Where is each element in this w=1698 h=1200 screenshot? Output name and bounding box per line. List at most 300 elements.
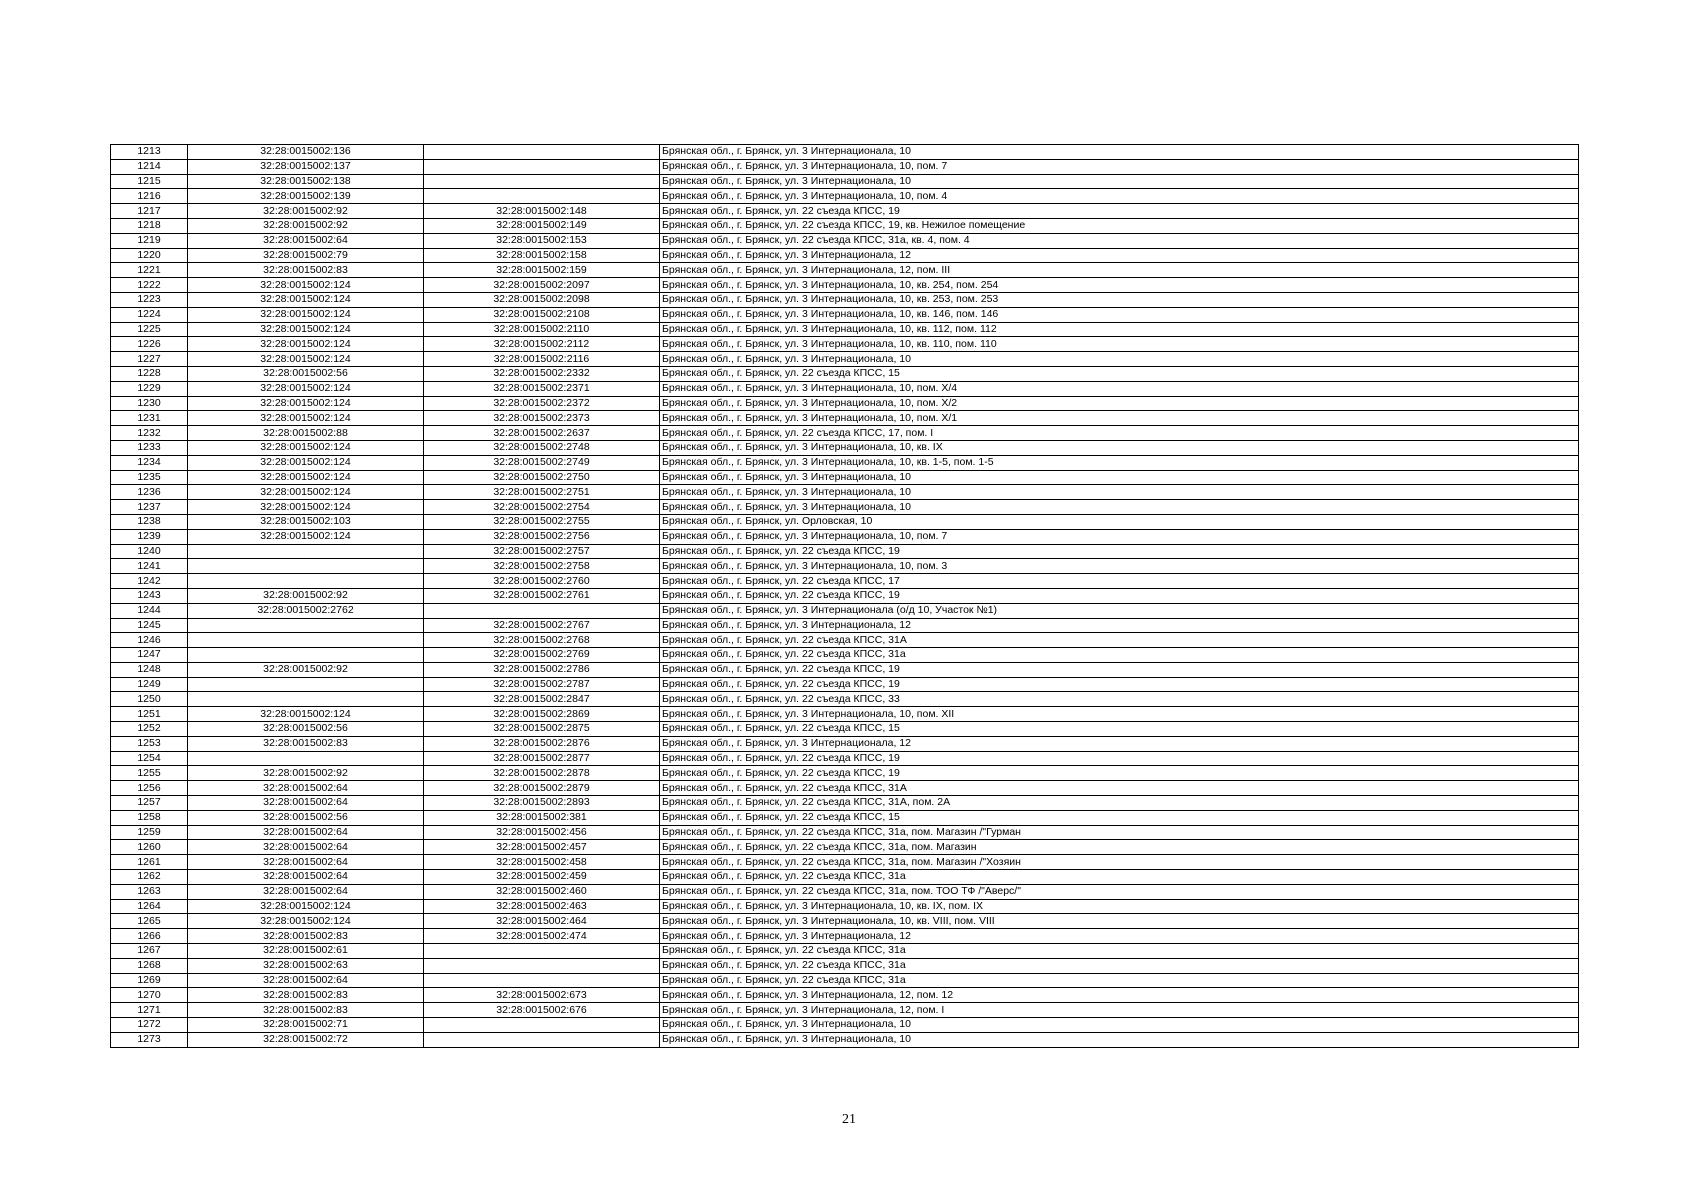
cadastral-number-cell: [424, 1018, 660, 1033]
table-row: [111, 618, 1579, 633]
parent-cadastral-number-cell: 32:28:0015002:124: [188, 899, 424, 914]
address-cell: Брянская обл., г. Брянск, ул. 3 Интернационала, 12: [660, 618, 1579, 633]
table-row: [111, 248, 1579, 263]
parent-cadastral-number-cell: 32:28:0015002:124: [188, 337, 424, 352]
table-row: [111, 662, 1579, 677]
cadastral-number-cell: [424, 973, 660, 988]
parent-cadastral-number-cell: [188, 618, 424, 633]
table-row: [111, 884, 1579, 899]
row-number-cell: 1220: [111, 248, 188, 263]
row-number-cell: 1264: [111, 899, 188, 914]
cadastral-number-cell: [424, 159, 660, 174]
address-cell: Брянская обл., г. Брянск, ул. 3 Интернационала, 10, пом. 3: [660, 559, 1579, 574]
cadastral-number-cell: 32:28:0015002:2116: [424, 352, 660, 367]
table-row: [111, 470, 1579, 485]
row-number-cell: 1219: [111, 233, 188, 248]
table-row: [111, 958, 1579, 973]
row-number-cell: 1237: [111, 500, 188, 515]
row-number-cell: 1246: [111, 633, 188, 648]
parent-cadastral-number-cell: 32:28:0015002:92: [188, 204, 424, 219]
table-row: [111, 263, 1579, 278]
row-number-cell: 1254: [111, 751, 188, 766]
address-cell: Брянская обл., г. Брянск, ул. 3 Интернационала, 10, кв. VIII, пом. VIII: [660, 914, 1579, 929]
parent-cadastral-number-cell: 32:28:0015002:124: [188, 322, 424, 337]
table-row: [111, 796, 1579, 811]
parent-cadastral-number-cell: 32:28:0015002:92: [188, 218, 424, 233]
address-cell: Брянская обл., г. Брянск, ул. 22 съезда КПСС, 19, кв. Нежилое помещение: [660, 218, 1579, 233]
parent-cadastral-number-cell: 32:28:0015002:64: [188, 973, 424, 988]
table-row: [111, 944, 1579, 959]
cadastral-number-cell: 32:28:0015002:2767: [424, 618, 660, 633]
address-cell: Брянская обл., г. Брянск, ул. 22 съезда КПСС, 33: [660, 692, 1579, 707]
table-row: [111, 588, 1579, 603]
table-row: [111, 440, 1579, 455]
address-cell: Брянская обл., г. Брянск, ул. 22 съезда КПСС, 17, пом. I: [660, 426, 1579, 441]
address-cell: Брянская обл., г. Брянск, ул. 22 съезда КПСС, 19: [660, 204, 1579, 219]
cadastral-number-cell: 32:28:0015002:2637: [424, 426, 660, 441]
cadastral-number-cell: 32:28:0015002:2748: [424, 440, 660, 455]
table-row: [111, 707, 1579, 722]
cadastral-number-cell: 32:28:0015002:673: [424, 988, 660, 1003]
cadastral-number-cell: 32:28:0015002:2098: [424, 292, 660, 307]
row-number-cell: 1239: [111, 529, 188, 544]
table-row: [111, 751, 1579, 766]
parent-cadastral-number-cell: 32:28:0015002:124: [188, 529, 424, 544]
table-row: [111, 899, 1579, 914]
address-cell: Брянская обл., г. Брянск, ул. 3 Интернационала, 10: [660, 174, 1579, 189]
address-cell: Брянская обл., г. Брянск, ул. 3 Интернационала, 10, кв. 1-5, пом. 1-5: [660, 455, 1579, 470]
row-number-cell: 1243: [111, 588, 188, 603]
cadastral-number-cell: [424, 603, 660, 618]
table-row: [111, 766, 1579, 781]
table-row: [111, 500, 1579, 515]
table-row: [111, 781, 1579, 796]
address-cell: Брянская обл., г. Брянск, ул. 22 съезда КПСС, 31а: [660, 973, 1579, 988]
row-number-cell: 1259: [111, 825, 188, 840]
table-row: [111, 189, 1579, 204]
parent-cadastral-number-cell: [188, 692, 424, 707]
parent-cadastral-number-cell: 32:28:0015002:56: [188, 366, 424, 381]
row-number-cell: 1218: [111, 218, 188, 233]
cadastral-number-cell: 32:28:0015002:460: [424, 884, 660, 899]
cadastral-number-cell: 32:28:0015002:2879: [424, 781, 660, 796]
address-cell: Брянская обл., г. Брянск, ул. 3 Интернационала, 10, кв. 110, пом. 110: [660, 337, 1579, 352]
row-number-cell: 1248: [111, 662, 188, 677]
cadastral-number-cell: 32:28:0015002:2786: [424, 662, 660, 677]
table-row: [111, 722, 1579, 737]
parent-cadastral-number-cell: [188, 648, 424, 663]
row-number-cell: 1225: [111, 322, 188, 337]
cadastral-number-cell: 32:28:0015002:2097: [424, 278, 660, 293]
cadastral-number-cell: 32:28:0015002:2768: [424, 633, 660, 648]
address-cell: Брянская обл., г. Брянск, ул. 22 съезда КПСС, 31а: [660, 944, 1579, 959]
cadastral-number-cell: 32:28:0015002:2761: [424, 588, 660, 603]
row-number-cell: 1244: [111, 603, 188, 618]
parent-cadastral-number-cell: 32:28:0015002:64: [188, 796, 424, 811]
address-cell: Брянская обл., г. Брянск, ул. 3 Интернационала, 10, кв. 112, пом. 112: [660, 322, 1579, 337]
parent-cadastral-number-cell: 32:28:0015002:79: [188, 248, 424, 263]
parent-cadastral-number-cell: 32:28:0015002:124: [188, 470, 424, 485]
row-number-cell: 1268: [111, 958, 188, 973]
cadastral-number-cell: 32:28:0015002:2875: [424, 722, 660, 737]
table-row: [111, 603, 1579, 618]
row-number-cell: 1226: [111, 337, 188, 352]
parent-cadastral-number-cell: 32:28:0015002:64: [188, 825, 424, 840]
cadastral-number-cell: 32:28:0015002:2760: [424, 574, 660, 589]
row-number-cell: 1224: [111, 307, 188, 322]
cadastral-number-cell: [424, 174, 660, 189]
address-cell: Брянская обл., г. Брянск, ул. 22 съезда КПСС, 31а, пом. ТОО ТФ /"Аверс/": [660, 884, 1579, 899]
cadastral-number-cell: 32:28:0015002:2787: [424, 677, 660, 692]
cadastral-number-cell: 32:28:0015002:158: [424, 248, 660, 263]
table-row: [111, 988, 1579, 1003]
parent-cadastral-number-cell: [188, 751, 424, 766]
table-row: [111, 292, 1579, 307]
address-cell: Брянская обл., г. Брянск, ул. 3 Интернационала, 12, пом. III: [660, 263, 1579, 278]
address-cell: Брянская обл., г. Брянск, ул. 22 съезда КПСС, 19: [660, 588, 1579, 603]
row-number-cell: 1262: [111, 870, 188, 885]
cadastral-number-cell: 32:28:0015002:464: [424, 914, 660, 929]
parent-cadastral-number-cell: 32:28:0015002:124: [188, 352, 424, 367]
cadastral-number-cell: [424, 944, 660, 959]
address-cell: Брянская обл., г. Брянск, ул. 3 Интернационала, 10, пом. 4: [660, 189, 1579, 204]
address-cell: Брянская обл., г. Брянск, ул. 22 съезда КПСС, 31а, пом. Магазин: [660, 840, 1579, 855]
address-cell: Брянская обл., г. Брянск, ул. 3 Интернационала, 10, кв. 254, пом. 254: [660, 278, 1579, 293]
table-row: [111, 840, 1579, 855]
row-number-cell: 1241: [111, 559, 188, 574]
parent-cadastral-number-cell: 32:28:0015002:138: [188, 174, 424, 189]
address-cell: Брянская обл., г. Брянск, ул. 3 Интернационала, 10, пом. X/1: [660, 411, 1579, 426]
parent-cadastral-number-cell: 32:28:0015002:2762: [188, 603, 424, 618]
address-cell: Брянская обл., г. Брянск, ул. 22 съезда КПСС, 19: [660, 662, 1579, 677]
table-row: [111, 929, 1579, 944]
table-row: [111, 529, 1579, 544]
cadastral-registry-table: [110, 144, 1579, 1048]
cadastral-number-cell: 32:28:0015002:2758: [424, 559, 660, 574]
page-number: 21: [842, 1112, 856, 1127]
row-number-cell: 1228: [111, 366, 188, 381]
table-row: [111, 159, 1579, 174]
address-cell: Брянская обл., г. Брянск, ул. 22 съезда КПСС, 17: [660, 574, 1579, 589]
table-row: [111, 204, 1579, 219]
address-cell: Брянская обл., г. Брянск, ул. 22 съезда КПСС, 15: [660, 810, 1579, 825]
cadastral-number-cell: [424, 1032, 660, 1047]
address-cell: Брянская обл., г. Брянск, ул. 22 съезда КПСС, 31А: [660, 781, 1579, 796]
address-cell: Брянская обл., г. Брянск, ул. 3 Интернационала, 12: [660, 736, 1579, 751]
address-cell: Брянская обл., г. Брянск, ул. 3 Интернационала, 10, пом. 7: [660, 529, 1579, 544]
parent-cadastral-number-cell: 32:28:0015002:72: [188, 1032, 424, 1047]
parent-cadastral-number-cell: [188, 544, 424, 559]
row-number-cell: 1258: [111, 810, 188, 825]
cadastral-number-cell: 32:28:0015002:159: [424, 263, 660, 278]
table-row: [111, 145, 1579, 160]
address-cell: Брянская обл., г. Брянск, ул. 3 Интернационала, 10, кв. 253, пом. 253: [660, 292, 1579, 307]
row-number-cell: 1251: [111, 707, 188, 722]
cadastral-number-cell: [424, 189, 660, 204]
address-cell: Брянская обл., г. Брянск, ул. 22 съезда КПСС, 31А: [660, 633, 1579, 648]
address-cell: Брянская обл., г. Брянск, ул. 22 съезда КПСС, 15: [660, 722, 1579, 737]
address-cell: Брянская обл., г. Брянск, ул. 22 съезда КПСС, 19: [660, 544, 1579, 559]
cadastral-number-cell: 32:28:0015002:2847: [424, 692, 660, 707]
cadastral-number-cell: 32:28:0015002:2893: [424, 796, 660, 811]
row-number-cell: 1265: [111, 914, 188, 929]
row-number-cell: 1256: [111, 781, 188, 796]
parent-cadastral-number-cell: 32:28:0015002:124: [188, 307, 424, 322]
cadastral-number-cell: 32:28:0015002:2769: [424, 648, 660, 663]
parent-cadastral-number-cell: 32:28:0015002:124: [188, 278, 424, 293]
row-number-cell: 1260: [111, 840, 188, 855]
parent-cadastral-number-cell: 32:28:0015002:71: [188, 1018, 424, 1033]
cadastral-number-cell: 32:28:0015002:2756: [424, 529, 660, 544]
row-number-cell: 1261: [111, 855, 188, 870]
parent-cadastral-number-cell: 32:28:0015002:64: [188, 870, 424, 885]
address-cell: Брянская обл., г. Брянск, ул. 3 Интернационала, 10, кв. 146, пом. 146: [660, 307, 1579, 322]
row-number-cell: 1215: [111, 174, 188, 189]
row-number-cell: 1233: [111, 440, 188, 455]
table-row: [111, 411, 1579, 426]
parent-cadastral-number-cell: 32:28:0015002:124: [188, 500, 424, 515]
table-row: [111, 381, 1579, 396]
cadastral-number-cell: 32:28:0015002:149: [424, 218, 660, 233]
table-row: [111, 322, 1579, 337]
parent-cadastral-number-cell: 32:28:0015002:124: [188, 292, 424, 307]
table-row: [111, 1032, 1579, 1047]
table-row: [111, 825, 1579, 840]
table-row: [111, 648, 1579, 663]
parent-cadastral-number-cell: 32:28:0015002:64: [188, 840, 424, 855]
parent-cadastral-number-cell: 32:28:0015002:124: [188, 455, 424, 470]
row-number-cell: 1229: [111, 381, 188, 396]
parent-cadastral-number-cell: 32:28:0015002:103: [188, 514, 424, 529]
row-number-cell: 1232: [111, 426, 188, 441]
table-row: [111, 307, 1579, 322]
row-number-cell: 1245: [111, 618, 188, 633]
row-number-cell: 1247: [111, 648, 188, 663]
row-number-cell: 1221: [111, 263, 188, 278]
parent-cadastral-number-cell: 32:28:0015002:124: [188, 914, 424, 929]
address-cell: Брянская обл., г. Брянск, ул. 3 Интернационала, 10, кв. IX: [660, 440, 1579, 455]
parent-cadastral-number-cell: 32:28:0015002:83: [188, 929, 424, 944]
table-row: [111, 544, 1579, 559]
parent-cadastral-number-cell: 32:28:0015002:124: [188, 411, 424, 426]
table-row: [111, 352, 1579, 367]
table-row: [111, 559, 1579, 574]
row-number-cell: 1266: [111, 929, 188, 944]
row-number-cell: 1231: [111, 411, 188, 426]
row-number-cell: 1214: [111, 159, 188, 174]
table-row: [111, 485, 1579, 500]
row-number-cell: 1252: [111, 722, 188, 737]
table-row: [111, 366, 1579, 381]
cadastral-number-cell: [424, 145, 660, 160]
cadastral-number-cell: 32:28:0015002:2108: [424, 307, 660, 322]
parent-cadastral-number-cell: 32:28:0015002:63: [188, 958, 424, 973]
address-cell: Брянская обл., г. Брянск, ул. 3 Интернационала, 10, пом. XII: [660, 707, 1579, 722]
address-cell: Брянская обл., г. Брянск, ул. 3 Интернационала, 10: [660, 500, 1579, 515]
parent-cadastral-number-cell: 32:28:0015002:92: [188, 766, 424, 781]
address-cell: Брянская обл., г. Брянск, ул. 3 Интернационала, 10: [660, 485, 1579, 500]
table-row: [111, 337, 1579, 352]
table-row: [111, 218, 1579, 233]
table-row: [111, 233, 1579, 248]
table-row: [111, 677, 1579, 692]
table-row: [111, 1018, 1579, 1033]
table-row: [111, 426, 1579, 441]
cadastral-number-cell: 32:28:0015002:381: [424, 810, 660, 825]
parent-cadastral-number-cell: [188, 633, 424, 648]
row-number-cell: 1222: [111, 278, 188, 293]
cadastral-number-cell: 32:28:0015002:2755: [424, 514, 660, 529]
row-number-cell: 1272: [111, 1018, 188, 1033]
address-cell: Брянская обл., г. Брянск, ул. 3 Интернационала, 10, пом. 7: [660, 159, 1579, 174]
address-cell: Брянская обл., г. Брянск, ул. Орловская, 10: [660, 514, 1579, 529]
cadastral-number-cell: 32:28:0015002:2110: [424, 322, 660, 337]
cadastral-number-cell: [424, 958, 660, 973]
address-cell: Брянская обл., г. Брянск, ул. 3 Интернационала, 12, пом. I: [660, 1003, 1579, 1018]
row-number-cell: 1216: [111, 189, 188, 204]
address-cell: Брянская обл., г. Брянск, ул. 3 Интернационала, 12, пом. 12: [660, 988, 1579, 1003]
cadastral-number-cell: 32:28:0015002:456: [424, 825, 660, 840]
address-cell: Брянская обл., г. Брянск, ул. 3 Интернационала, 10, пом. X/4: [660, 381, 1579, 396]
parent-cadastral-number-cell: 32:28:0015002:136: [188, 145, 424, 160]
table-row: [111, 633, 1579, 648]
row-number-cell: 1269: [111, 973, 188, 988]
address-cell: Брянская обл., г. Брянск, ул. 22 съезда КПСС, 31а: [660, 648, 1579, 663]
row-number-cell: 1240: [111, 544, 188, 559]
parent-cadastral-number-cell: 32:28:0015002:83: [188, 988, 424, 1003]
parent-cadastral-number-cell: [188, 559, 424, 574]
parent-cadastral-number-cell: 32:28:0015002:56: [188, 810, 424, 825]
row-number-cell: 1255: [111, 766, 188, 781]
parent-cadastral-number-cell: 32:28:0015002:124: [188, 381, 424, 396]
row-number-cell: 1234: [111, 455, 188, 470]
cadastral-number-cell: 32:28:0015002:2869: [424, 707, 660, 722]
table-row: [111, 396, 1579, 411]
parent-cadastral-number-cell: 32:28:0015002:64: [188, 855, 424, 870]
row-number-cell: 1227: [111, 352, 188, 367]
cadastral-number-cell: 32:28:0015002:2877: [424, 751, 660, 766]
parent-cadastral-number-cell: 32:28:0015002:137: [188, 159, 424, 174]
address-cell: Брянская обл., г. Брянск, ул. 22 съезда КПСС, 19: [660, 677, 1579, 692]
address-cell: Брянская обл., г. Брянск, ул. 3 Интернационала, 10, кв. IX, пом. IX: [660, 899, 1579, 914]
cadastral-number-cell: 32:28:0015002:148: [424, 204, 660, 219]
row-number-cell: 1223: [111, 292, 188, 307]
table-row: [111, 278, 1579, 293]
table-row: [111, 736, 1579, 751]
address-cell: Брянская обл., г. Брянск, ул. 3 Интернационала, 10: [660, 145, 1579, 160]
address-cell: Брянская обл., г. Брянск, ул. 22 съезда КПСС, 19: [660, 751, 1579, 766]
parent-cadastral-number-cell: 32:28:0015002:92: [188, 588, 424, 603]
cadastral-number-cell: 32:28:0015002:2757: [424, 544, 660, 559]
address-cell: Брянская обл., г. Брянск, ул. 22 съезда КПСС, 31а, пом. Магазин /"Гурман: [660, 825, 1579, 840]
row-number-cell: 1270: [111, 988, 188, 1003]
address-cell: Брянская обл., г. Брянск, ул. 22 съезда КПСС, 31а: [660, 870, 1579, 885]
table-row: [111, 914, 1579, 929]
table-row: [111, 514, 1579, 529]
row-number-cell: 1213: [111, 145, 188, 160]
row-number-cell: 1217: [111, 204, 188, 219]
row-number-cell: 1230: [111, 396, 188, 411]
cadastral-number-cell: 32:28:0015002:2373: [424, 411, 660, 426]
address-cell: Брянская обл., г. Брянск, ул. 3 Интернационала, 12: [660, 929, 1579, 944]
table-row: [111, 1003, 1579, 1018]
cadastral-number-cell: 32:28:0015002:676: [424, 1003, 660, 1018]
parent-cadastral-number-cell: 32:28:0015002:83: [188, 736, 424, 751]
cadastral-number-cell: 32:28:0015002:2372: [424, 396, 660, 411]
row-number-cell: 1273: [111, 1032, 188, 1047]
table-row: [111, 870, 1579, 885]
parent-cadastral-number-cell: 32:28:0015002:92: [188, 662, 424, 677]
cadastral-number-cell: 32:28:0015002:458: [424, 855, 660, 870]
parent-cadastral-number-cell: 32:28:0015002:139: [188, 189, 424, 204]
cadastral-number-cell: 32:28:0015002:459: [424, 870, 660, 885]
table-row: [111, 692, 1579, 707]
table-row: [111, 574, 1579, 589]
row-number-cell: 1267: [111, 944, 188, 959]
table-row: [111, 174, 1579, 189]
table-row: [111, 973, 1579, 988]
cadastral-number-cell: 32:28:0015002:2371: [424, 381, 660, 396]
parent-cadastral-number-cell: [188, 574, 424, 589]
parent-cadastral-number-cell: 32:28:0015002:56: [188, 722, 424, 737]
address-cell: Брянская обл., г. Брянск, ул. 3 Интернационала, 10, пом. X/2: [660, 396, 1579, 411]
parent-cadastral-number-cell: 32:28:0015002:83: [188, 263, 424, 278]
cadastral-number-cell: 32:28:0015002:2332: [424, 366, 660, 381]
cadastral-number-cell: 32:28:0015002:2749: [424, 455, 660, 470]
parent-cadastral-number-cell: [188, 677, 424, 692]
address-cell: Брянская обл., г. Брянск, ул. 3 Интернационала, 10: [660, 1032, 1579, 1047]
address-cell: Брянская обл., г. Брянск, ул. 22 съезда КПСС, 15: [660, 366, 1579, 381]
parent-cadastral-number-cell: 32:28:0015002:88: [188, 426, 424, 441]
row-number-cell: 1242: [111, 574, 188, 589]
cadastral-number-cell: 32:28:0015002:2112: [424, 337, 660, 352]
address-cell: Брянская обл., г. Брянск, ул. 22 съезда КПСС, 31А, пом. 2А: [660, 796, 1579, 811]
table-row: [111, 810, 1579, 825]
parent-cadastral-number-cell: 32:28:0015002:61: [188, 944, 424, 959]
address-cell: Брянская обл., г. Брянск, ул. 3 Интернационала, 10: [660, 352, 1579, 367]
row-number-cell: 1235: [111, 470, 188, 485]
address-cell: Брянская обл., г. Брянск, ул. 3 Интернационала, 10: [660, 470, 1579, 485]
cadastral-number-cell: 32:28:0015002:2750: [424, 470, 660, 485]
row-number-cell: 1250: [111, 692, 188, 707]
parent-cadastral-number-cell: 32:28:0015002:64: [188, 781, 424, 796]
parent-cadastral-number-cell: 32:28:0015002:124: [188, 440, 424, 455]
table-row: [111, 455, 1579, 470]
row-number-cell: 1253: [111, 736, 188, 751]
table-row: [111, 855, 1579, 870]
address-cell: Брянская обл., г. Брянск, ул. 3 Интернационала (о/д 10, Участок №1): [660, 603, 1579, 618]
address-cell: Брянская обл., г. Брянск, ул. 22 съезда КПСС, 31а: [660, 958, 1579, 973]
address-cell: Брянская обл., г. Брянск, ул. 22 съезда КПСС, 19: [660, 766, 1579, 781]
address-cell: Брянская обл., г. Брянск, ул. 22 съезда КПСС, 31а, кв. 4, пом. 4: [660, 233, 1579, 248]
row-number-cell: 1263: [111, 884, 188, 899]
row-number-cell: 1238: [111, 514, 188, 529]
cadastral-number-cell: 32:28:0015002:474: [424, 929, 660, 944]
address-cell: Брянская обл., г. Брянск, ул. 3 Интернационала, 10: [660, 1018, 1579, 1033]
parent-cadastral-number-cell: 32:28:0015002:64: [188, 233, 424, 248]
row-number-cell: 1257: [111, 796, 188, 811]
parent-cadastral-number-cell: 32:28:0015002:83: [188, 1003, 424, 1018]
cadastral-number-cell: 32:28:0015002:2751: [424, 485, 660, 500]
row-number-cell: 1271: [111, 1003, 188, 1018]
parent-cadastral-number-cell: 32:28:0015002:124: [188, 396, 424, 411]
cadastral-number-cell: 32:28:0015002:153: [424, 233, 660, 248]
parent-cadastral-number-cell: 32:28:0015002:124: [188, 485, 424, 500]
parent-cadastral-number-cell: 32:28:0015002:64: [188, 884, 424, 899]
cadastral-number-cell: 32:28:0015002:2878: [424, 766, 660, 781]
row-number-cell: 1236: [111, 485, 188, 500]
table-body: [111, 145, 1579, 1048]
